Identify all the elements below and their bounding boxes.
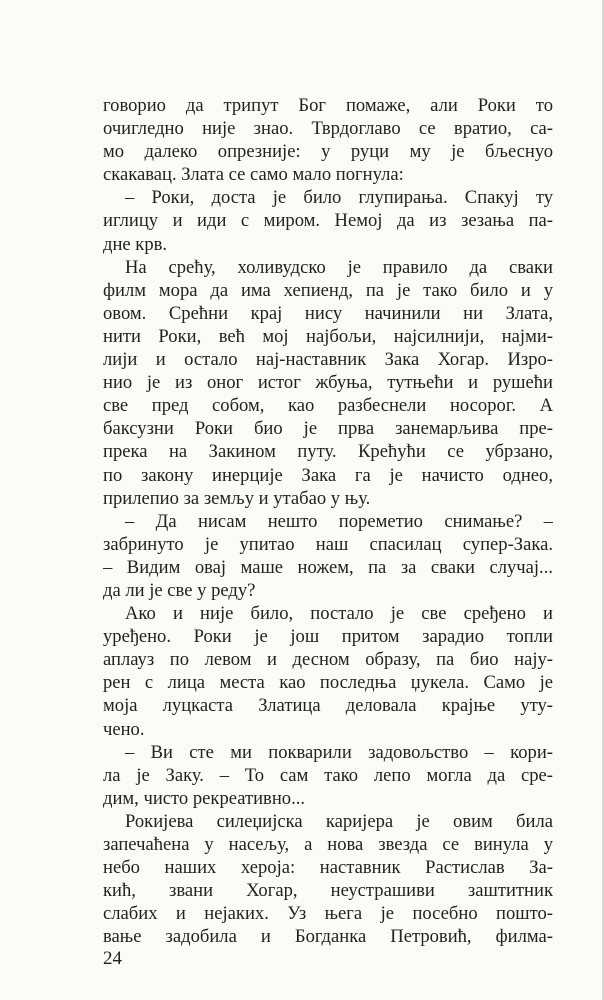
text-line: чено. [103,718,145,740]
text-line: забринуто је упитао наш спасилац супер-Зака. [103,533,553,555]
text-line: Ако и није било, постало је све сређено и [125,603,553,625]
text-line: лији и остало нај-наставник Зака Хогар. Изро- [103,349,553,371]
text-line: мо далеко опрезније: у руци му је бљеснуо [103,141,553,163]
text-line: баксузни Роки био је прва занемарљива пре- [103,418,553,440]
text-line: кић, звани Хогар, неустрашиви заштитник [103,880,553,902]
text-line: вање задобила и Богданка Петровић, филма- [103,926,553,948]
text-line: – Да нисам нешто пореметио снимање? – [125,510,553,532]
page-number: 24 [103,948,122,969]
text-line: аплауз по левом и десном образу, па био нају- [103,649,553,671]
text-line: моја луцкаста Златица деловала крајње уту- [103,695,553,717]
text-line: филм мора да има хепиенд, па је тако било и у [103,279,553,301]
text-line: небо наших хероја: наставник Растислав За- [103,857,553,879]
body-text [103,94,553,948]
text-line: дне крв. [103,233,168,255]
text-line: прека на Закином путу. Крећући се убрзано, [103,441,553,463]
text-line: нио је из оног истог жбуња, тутњећи и рушећи [103,372,553,394]
text-line: говорио да трипут Бог помаже, али Роки то [103,95,553,116]
text-line: прилепио за земљу и утабао у њу. [103,487,371,509]
text-line: очигледно није знао. Тврдоглаво се вратио, са- [103,118,553,140]
text-line: да ли је све у реду? [103,579,256,601]
text-line: – Видим овај маше ножем, па за сваки случај... [103,556,553,578]
text-line: скакавац. Злата се само мало погнула: [103,164,404,186]
text-line: рен с лица места као последња џукела. Само је [103,672,553,694]
text-line: уређено. Роки је још притом зарадио топли [103,626,553,648]
text-line: иглицу и иди с миром. Немој да из зезања па- [103,210,553,232]
text-line: све пред собом, као разбеснели носорог. А [103,395,553,417]
text-line: – Роки, доста је било глупирања. Спакуј ту [125,187,553,209]
text-line: овом. Срећни крај нису начинили ни Злата, [103,302,553,324]
text-line: запечаћена у насељу, а нова звезда се винула у [103,834,553,855]
text-line: – Ви сте ми покварили задовољство – кори- [125,741,553,763]
text-line: Рокијева силеџијска каријера је овим била [125,810,553,832]
text-line: дим, чисто рекреативно... [103,787,306,809]
text-line: нити Роки, већ мој најбољи, најсилнији, најми- [103,325,553,347]
text-line: На срећу, холивудско је правило да сваки [125,256,553,278]
text-line: по закону инерције Зака га је начисто однео, [103,464,553,486]
text-line: ла је Заку. – То сам тако лепо могла да сре- [103,764,553,786]
text-line: слабих и нејаких. Уз њега је посебно пошто- [103,903,553,925]
